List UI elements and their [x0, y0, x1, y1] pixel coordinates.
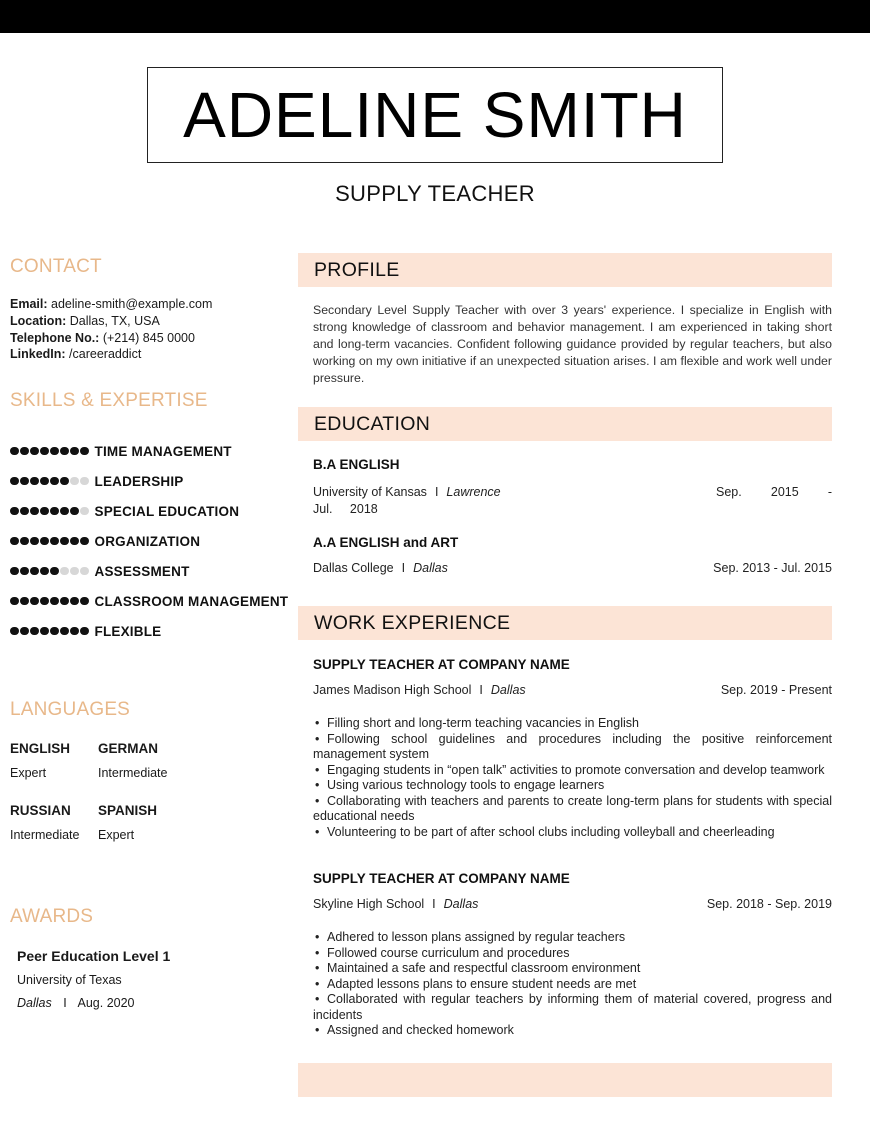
contact-linkedin [10, 346, 212, 363]
contact-email-label: Email: [10, 297, 48, 311]
rating-dot [20, 507, 29, 516]
experience-heading: WORK EXPERIENCE [314, 612, 511, 634]
rating-dot [60, 447, 69, 456]
rating-dot [20, 477, 29, 486]
profile-section-band [298, 253, 832, 287]
contact-location-label: Location: [10, 313, 67, 328]
list-item: • Collaborating with teachers and parents to create long-term plans for students with special educational needs [313, 794, 832, 825]
education-place: Dallas [413, 561, 448, 575]
contact-location-value: Dallas, TX, USA [69, 313, 160, 328]
rating-dot [30, 567, 39, 576]
rating-dot [80, 477, 89, 486]
education-meta [313, 484, 832, 516]
job-meta [313, 897, 832, 911]
job-place: Dallas [490, 683, 526, 697]
rating-dot [30, 537, 39, 546]
list-item: • Filling short and long-term teaching vacancies in English [313, 716, 832, 732]
profile-heading: PROFILE [314, 259, 400, 281]
job-meta [313, 683, 832, 697]
list-item: • Volunteering to be part of after school clubs including volleyball and cheerleading [313, 825, 832, 841]
skill-rating [10, 507, 89, 516]
education-date [313, 484, 832, 518]
list-item: • Assigned and checked homework [313, 1023, 832, 1039]
rating-dot [70, 537, 79, 546]
education-degree: B.A ENGLISH [313, 457, 400, 472]
list-item: • Followed course curriculum and procedures [313, 946, 832, 962]
language-level: Intermediate [98, 766, 168, 780]
rating-dot [80, 597, 89, 606]
job-date: Sep. 2018 - Sep. 2019 [706, 897, 832, 911]
skill-label: CLASSROOM MANAGEMENT [94, 593, 289, 609]
rating-dot [60, 567, 69, 576]
education-heading: EDUCATION [314, 413, 431, 435]
rating-dot [40, 507, 49, 516]
contact-email [10, 296, 212, 313]
rating-dot [80, 507, 89, 516]
rating-dot [20, 627, 29, 636]
rating-dot [50, 567, 59, 576]
top-bar [0, 0, 870, 33]
rating-dot [50, 537, 59, 546]
contact-phone-value[interactable]: (+214) 845 0000 [102, 330, 195, 345]
rating-dot [70, 507, 79, 516]
rating-dot [30, 447, 39, 456]
skill-rating [10, 477, 89, 486]
experience-section-band [298, 606, 832, 640]
rating-dot [80, 537, 89, 546]
rating-dot [20, 447, 29, 456]
skill-rating [10, 597, 89, 606]
candidate-name: ADELINE SMITH [183, 79, 687, 151]
contact-block [10, 296, 212, 363]
skill-item [10, 586, 288, 616]
rating-dot [50, 597, 59, 606]
language-item [98, 741, 167, 780]
rating-dot [30, 477, 39, 486]
education-section-band [298, 407, 832, 441]
contact-linkedin-label: LinkedIn: [10, 347, 66, 362]
job-title-2: SUPPLY TEACHER AT COMPANY NAME [313, 871, 570, 886]
rating-dot [50, 477, 59, 486]
job-bullets [313, 930, 832, 1039]
list-item: • Maintained a safe and respectful classroom environment [313, 961, 832, 977]
award-org: University of Texas [17, 973, 122, 987]
skills-list [10, 436, 288, 646]
skills-heading: SKILLS & EXPERTISE [10, 390, 208, 411]
education-separator: I [401, 561, 406, 575]
list-item: • Collaborated with regular teachers by informing them of material covered, progress and incidents [313, 992, 832, 1023]
award-name: Peer Education Level 1 [17, 948, 171, 964]
award-date: Aug. 2020 [77, 996, 135, 1010]
rating-dot [70, 567, 79, 576]
rating-dot [60, 627, 69, 636]
rating-dot [40, 597, 49, 606]
education-meta [313, 561, 832, 575]
list-item: • Adapted lessons plans to ensure student needs are met [313, 977, 832, 993]
education-degree: A.A ENGLISH and ART [313, 535, 459, 550]
rating-dot [60, 507, 69, 516]
education-school: University of Kansas [313, 485, 427, 499]
rating-dot [10, 597, 19, 606]
list-item: • Following school guidelines and procedures including the positive reinforcement management system [313, 732, 832, 763]
list-item: • Using various technology tools to engage learners [313, 778, 832, 794]
awards-heading: AWARDS [10, 906, 94, 927]
contact-phone [10, 330, 212, 347]
rating-dot [40, 447, 49, 456]
award-item [17, 948, 170, 1010]
skill-item [10, 496, 288, 526]
rating-dot [60, 597, 69, 606]
rating-dot [70, 447, 79, 456]
skill-label: ORGANIZATION [94, 533, 201, 549]
rating-dot [80, 627, 89, 636]
profile-text: Secondary Level Supply Teacher with over 3 years' experience. I specialize in English with strong knowledge of classroom and behavior management. I am experienced in taking short and long-term vacancies. Confident following guidance provided by regular teachers, but also working on my own initiative if an unexpected situation arises. I am flexible and work well under pressure. [313, 303, 832, 385]
rating-dot [60, 537, 69, 546]
rating-dot [50, 627, 59, 636]
rating-dot [70, 597, 79, 606]
rating-dot [30, 627, 39, 636]
rating-dot [10, 507, 19, 516]
rating-dot [40, 567, 49, 576]
language-name: RUSSIAN [10, 803, 71, 818]
rating-dot [10, 537, 19, 546]
contact-email-value[interactable]: adeline-smith@example.com [51, 297, 213, 311]
rating-dot [20, 567, 29, 576]
rating-dot [40, 627, 49, 636]
language-level: Expert [10, 766, 47, 780]
job-employer: Skyline High School [313, 897, 425, 911]
job-separator: I [432, 897, 436, 911]
rating-dot [70, 627, 79, 636]
education-date: Sep. 2013 - Jul. 2015 [713, 561, 832, 575]
list-item: • Adhered to lesson plans assigned by regular teachers [313, 930, 832, 946]
job-title-1: SUPPLY TEACHER AT COMPANY NAME [313, 657, 570, 672]
language-item [10, 803, 79, 842]
job-separator: I [479, 683, 483, 697]
rating-dot [40, 537, 49, 546]
language-name: SPANISH [98, 803, 158, 818]
rating-dot [70, 477, 79, 486]
rating-dot [20, 597, 29, 606]
education-separator: I [434, 485, 439, 499]
rating-dot [40, 477, 49, 486]
name-box [147, 67, 723, 163]
languages-heading: LANGUAGES [10, 699, 131, 720]
skill-rating [10, 567, 89, 576]
education-school: Dallas College [313, 561, 394, 575]
skill-label: LEADERSHIP [94, 473, 184, 489]
rating-dot [30, 597, 39, 606]
job-date: Sep. 2019 - Present [720, 683, 832, 697]
skill-label: TIME MANAGEMENT [94, 443, 232, 459]
list-item: • Engaging students in “open talk” activities to promote conversation and develop teamwork [313, 763, 832, 779]
rating-dot [10, 627, 19, 636]
contact-phone-label: Telephone No.: [10, 330, 100, 345]
language-level: Expert [98, 828, 135, 842]
education-place: Lawrence [446, 485, 501, 499]
empty-section-band [298, 1063, 832, 1097]
rating-dot [50, 507, 59, 516]
rating-dot [80, 567, 89, 576]
skill-label: SPECIAL EDUCATION [94, 503, 240, 519]
language-level: Intermediate [10, 828, 80, 842]
award-separator: I [63, 996, 67, 1010]
job-employer: James Madison High School [313, 683, 472, 697]
education-date-text: Sep. 2015 - Jul. 2018 [313, 485, 832, 516]
language-item [98, 803, 157, 842]
job-place: Dallas [443, 897, 479, 911]
language-name: GERMAN [98, 741, 158, 756]
award-meta [17, 996, 170, 1010]
skill-item [10, 466, 288, 496]
skill-label: FLEXIBLE [94, 623, 162, 639]
rating-dot [10, 567, 19, 576]
skill-rating [10, 627, 89, 636]
skill-rating [10, 537, 89, 546]
rating-dot [10, 477, 19, 486]
skill-label: ASSESSMENT [94, 563, 190, 579]
contact-heading: CONTACT [10, 256, 102, 277]
language-name: ENGLISH [10, 741, 71, 756]
job-bullets [313, 716, 832, 840]
skill-item [10, 436, 288, 466]
skill-item [10, 526, 288, 556]
skill-rating [10, 447, 89, 456]
award-place: Dallas [17, 996, 52, 1010]
language-item [10, 741, 70, 780]
rating-dot [60, 477, 69, 486]
rating-dot [50, 447, 59, 456]
rating-dot [10, 447, 19, 456]
skill-item [10, 616, 288, 646]
contact-linkedin-value[interactable]: /careeraddict [69, 347, 142, 362]
rating-dot [30, 507, 39, 516]
rating-dot [80, 447, 89, 456]
job-title: SUPPLY TEACHER [335, 181, 535, 206]
rating-dot [20, 537, 29, 546]
skill-item [10, 556, 288, 586]
contact-location [10, 313, 212, 330]
